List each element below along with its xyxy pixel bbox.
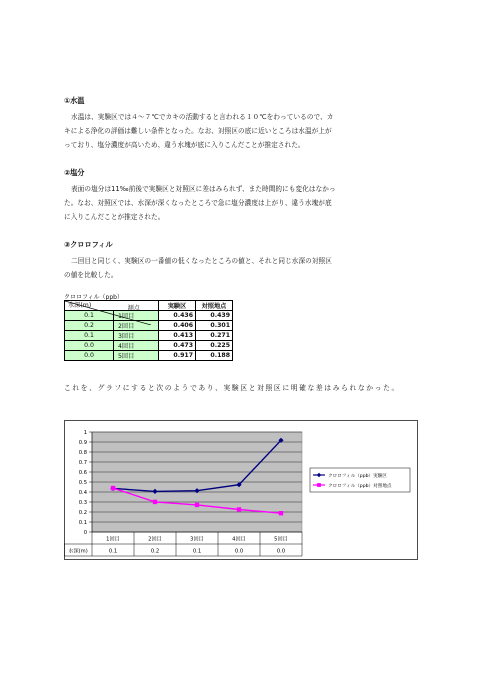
section-paragraph bbox=[64, 182, 424, 224]
table-row bbox=[65, 351, 233, 361]
col-header-control: 対照地点 bbox=[196, 301, 233, 311]
data-point-marker bbox=[111, 486, 115, 490]
col-header-experiment: 実験区 bbox=[159, 301, 196, 311]
cell-control: 0.439 bbox=[196, 311, 233, 321]
table-row bbox=[65, 341, 233, 351]
cell-experiment: 0.413 bbox=[159, 331, 196, 341]
section-chlorophyll bbox=[64, 240, 424, 282]
depth-row-label: 水深(m) bbox=[68, 548, 88, 555]
cell-experiment: 0.406 bbox=[159, 321, 196, 331]
y-tick-label: 0.6 bbox=[78, 470, 87, 476]
chlorophyll-table bbox=[64, 300, 233, 361]
y-tick-label: 1 bbox=[83, 430, 87, 436]
section-water-temp bbox=[64, 96, 424, 152]
y-tick-label: 0.2 bbox=[78, 510, 87, 516]
data-point-marker bbox=[153, 500, 157, 504]
depth-value-label: 0.1 bbox=[108, 548, 118, 555]
depth-value-label: 0.2 bbox=[150, 548, 160, 555]
cell-depth: 0.1 bbox=[65, 331, 114, 341]
section-paragraph bbox=[64, 254, 424, 282]
cell-control: 0.188 bbox=[196, 351, 233, 361]
summary-text: これを、グラフにすると次のようであり、実験区と対照区に明確な差はみられなかった。 bbox=[64, 384, 400, 392]
section-heading: ③クロロフィル bbox=[64, 240, 113, 249]
legend bbox=[310, 468, 410, 492]
section-heading: ②塩分 bbox=[64, 168, 85, 177]
table-row bbox=[65, 331, 233, 341]
y-tick-label: 0 bbox=[83, 530, 87, 536]
cell-control: 0.271 bbox=[196, 331, 233, 341]
x-category-label: 2回目 bbox=[148, 536, 162, 543]
data-point-marker bbox=[195, 503, 199, 507]
x-category-label: 5回目 bbox=[274, 536, 288, 543]
x-category-label: 3回目 bbox=[190, 536, 204, 543]
y-tick-label: 0.1 bbox=[78, 520, 87, 526]
x-category-label: 4回目 bbox=[232, 536, 246, 543]
y-tick-label: 0.4 bbox=[78, 490, 87, 496]
depth-value-label: 0.1 bbox=[192, 548, 202, 555]
cell-round: 5回目 bbox=[114, 351, 159, 361]
para-line: 水温は、実験区では４～７℃でカキの活動すると言われる１０℃をわっているので、カ bbox=[71, 113, 334, 121]
cell-control: 0.301 bbox=[196, 321, 233, 331]
table-corner-cell bbox=[65, 301, 159, 311]
data-point-marker bbox=[279, 511, 283, 515]
para-line: っており、塩分濃度が高いため、違う水塊が底に入りこんだことが推定された。 bbox=[64, 141, 305, 149]
legend-label: クロロフィル（ppb）対照地点 bbox=[328, 484, 392, 489]
cell-round: 2回目 bbox=[114, 321, 159, 331]
cell-round: 1回目 bbox=[114, 311, 159, 321]
cell-depth: 0.1 bbox=[65, 311, 114, 321]
y-tick-label: 0.3 bbox=[78, 500, 87, 506]
legend-label: クロロフィル（ppb）実験区 bbox=[328, 474, 387, 479]
depth-value-label: 0.0 bbox=[276, 548, 286, 555]
para-line: 表面の塩分は11‰前後で実験区と対照区に差はみられず、また時間的にも変化はなかっ bbox=[71, 185, 336, 193]
cell-depth: 0.2 bbox=[65, 321, 114, 331]
para-line: の値を比較した。 bbox=[64, 271, 118, 279]
y-tick-label: 0.9 bbox=[78, 440, 87, 446]
depth-value-label: 0.0 bbox=[234, 548, 244, 555]
cell-depth: 0.0 bbox=[65, 351, 114, 361]
para-line: た。なお、対照区では、水深が深くなったところで急に塩分濃度は上がり、違う水塊が底 bbox=[64, 199, 332, 207]
legend-swatch-marker bbox=[317, 483, 321, 487]
data-point-marker bbox=[237, 507, 241, 511]
chlorophyll-line-chart bbox=[64, 420, 418, 560]
cell-experiment: 0.436 bbox=[159, 311, 196, 321]
para-line: 二回目と同じく、実験区の一番値の低くなったところの値と、それと同じ水深の対照区 bbox=[71, 257, 332, 265]
cell-experiment: 0.473 bbox=[159, 341, 196, 351]
table-header-row bbox=[65, 301, 233, 311]
y-tick-label: 0.8 bbox=[78, 450, 87, 456]
cell-control: 0.225 bbox=[196, 341, 233, 351]
para-line: キによる浄化の評価は難しい条件となった。なお、対照区の底に近いところは水温が上が bbox=[64, 127, 332, 135]
corner-label-depth: 水深(m) bbox=[68, 302, 92, 309]
section-paragraph bbox=[64, 110, 424, 152]
y-tick-label: 0.7 bbox=[78, 460, 87, 466]
cell-depth: 0.0 bbox=[65, 341, 114, 351]
cell-round: 3回目 bbox=[114, 331, 159, 341]
para-line: に入りこんだことが推定された。 bbox=[64, 213, 165, 221]
cell-round: 4回目 bbox=[114, 341, 159, 351]
section-salinity bbox=[64, 168, 424, 224]
corner-label-station: 測点 bbox=[127, 305, 140, 312]
cell-experiment: 0.917 bbox=[159, 351, 196, 361]
x-category-label: 1回目 bbox=[106, 536, 120, 543]
section-heading: ①水温 bbox=[64, 96, 85, 105]
table-title: クロロフィル（ppb） bbox=[64, 294, 123, 301]
y-tick-label: 0.5 bbox=[78, 480, 87, 486]
